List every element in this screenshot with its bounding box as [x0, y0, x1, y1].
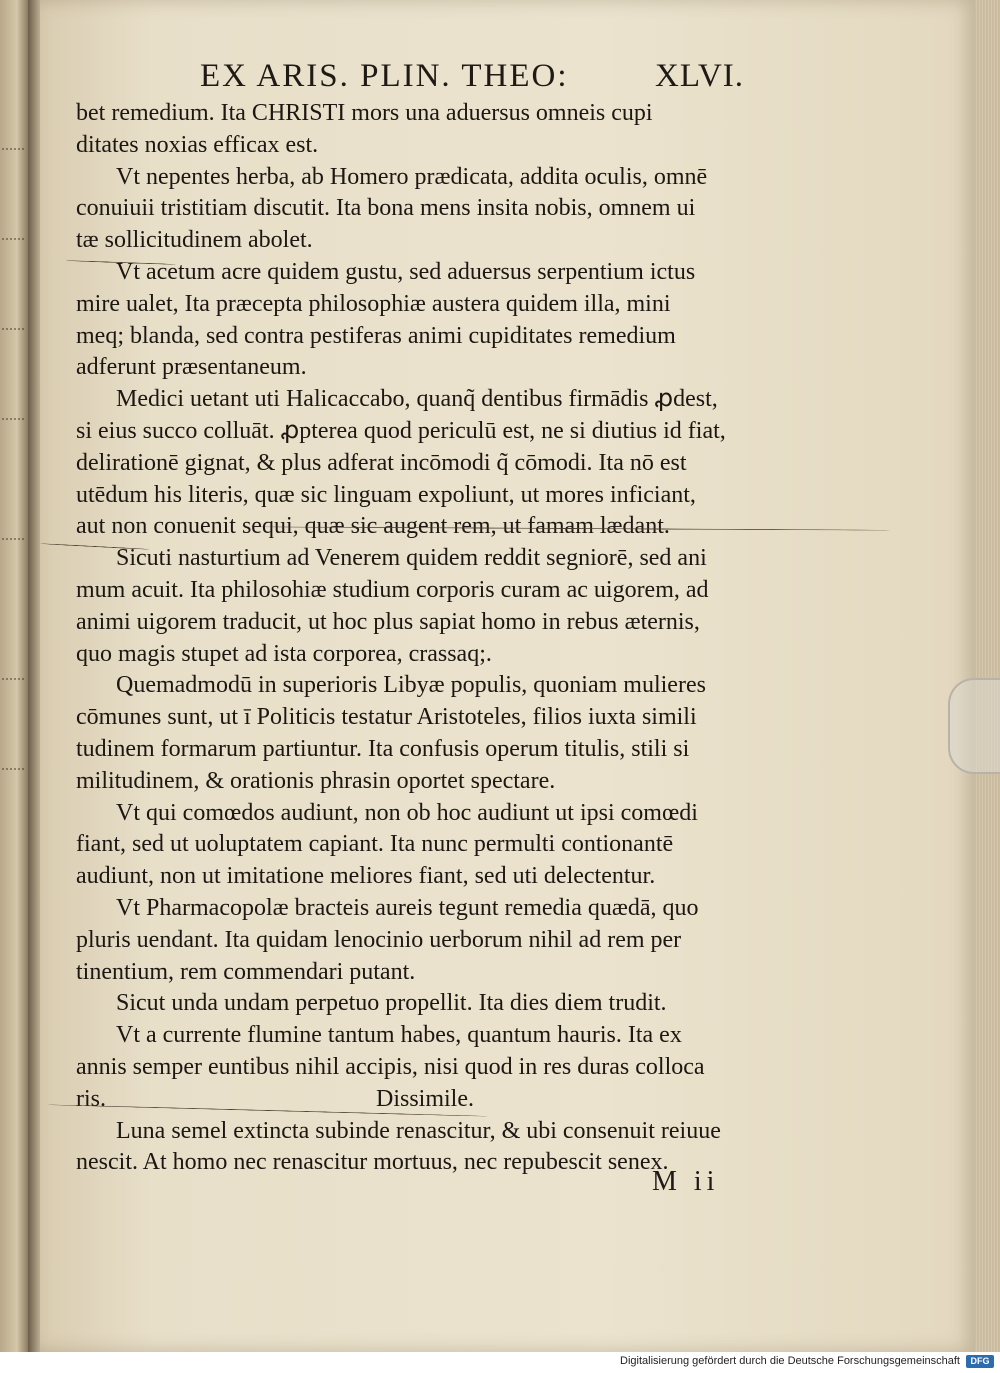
- text-line: Vt Pharmacopolæ bracteis aureis tegunt remedia quædā, quo: [116, 894, 699, 921]
- body-text: [76, 98, 796, 1179]
- dfg-logo-icon: DFG: [966, 1355, 994, 1368]
- text-line-end: ris.: [76, 1085, 106, 1112]
- signature-mark: M ii: [652, 1166, 720, 1197]
- text-line: conuiuii tristitiam discutit. Ita bona mens insita nobis, omnem ui: [76, 195, 696, 222]
- text-line: Medici uetant uti Halicaccabo, quanq̃ dentibus firmādis ꝓdest,: [116, 386, 718, 413]
- text-line: audiunt, non ut imitatione meliores fiant, sed uti delectentur.: [76, 863, 656, 890]
- text-line: Vt qui comœdos audiunt, non ob hoc audiunt ut ipsi comœdi: [116, 799, 698, 826]
- margin-mark: [2, 130, 24, 150]
- text-line: delirationē gignat, & plus adferat incōmodi q̃ cōmodi. Ita nō est: [76, 449, 687, 476]
- folio-number: XLVI.: [655, 58, 745, 94]
- text-line: tinentium, rem commendari putant.: [76, 958, 416, 985]
- text-line: nescit. At homo nec renascitur mortuus, nec repubescit senex.: [76, 1149, 669, 1176]
- text-line: aut non conuenit sequi, quæ sic augent rem, ut famam lædant.: [76, 513, 670, 540]
- text-line: militudinem, & orationis phrasin oportet spectare.: [76, 767, 556, 794]
- text-line: si eius succo colluāt. ꝓpterea quod periculū est, ne si diutius id fiat,: [76, 417, 726, 444]
- text-line: cōmunes sunt, ut ī Politicis testatur Aristoteles, filios iuxta simili: [76, 704, 697, 731]
- text-line: mum acuit. Ita philosohiæ studium corporis curam ac uigorem, ad: [76, 576, 709, 603]
- text-line: Vt acetum acre quidem gustu, sed aduersus serpentium ictus: [116, 258, 696, 285]
- text-line: Vt nepentes herba, ab Homero prædicata, addita oculis, omnē: [116, 163, 708, 190]
- text-line: animi uigorem traducit, ut hoc plus sapiat homo in rebus æternis,: [76, 608, 700, 635]
- margin-mark: [2, 660, 24, 680]
- text-line: bet remedium. Ita CHRISTI mors una aduersus omneis cupi: [76, 100, 653, 126]
- text-line: quo magis stupet ad ista corporea, crassaq;.: [76, 640, 492, 667]
- text-line: tudinem formarum partiuntur. Ita confusis operum titulis, stili si: [76, 735, 690, 762]
- margin-mark: [2, 750, 24, 770]
- text-line: utēdum his literis, quæ sic linguam expoliunt, ut mores inficiant,: [76, 481, 696, 508]
- funding-credit: Digitalisierung gefördert durch die Deutsche Forschungsgemeinschaft: [620, 1355, 960, 1367]
- text-line: Vt a currente flumine tantum habes, quantum hauris. Ita ex: [116, 1022, 682, 1049]
- text-line: Sicuti nasturtium ad Venerem quidem reddit segniorē, sed ani: [116, 545, 707, 572]
- book-fore-edge: [975, 0, 1000, 1352]
- margin-notes-left: [0, 100, 26, 800]
- margin-mark: [2, 310, 24, 330]
- dissimile-heading: Dissimile.: [376, 1085, 475, 1112]
- text-line: [76, 1084, 796, 1116]
- text-line: annis semper euntibus nihil accipis, nisi quod in res duras colloca: [76, 1053, 705, 1080]
- text-line: pluris uendant. Ita quidam lenocinio uerborum nihil ad rem per: [76, 926, 682, 953]
- text-line: Quemadmodū in superioris Libyæ populis, quoniam mulieres: [116, 672, 706, 699]
- text-line: Luna semel extincta subinde renascitur, & ubi consenuit reiuue: [116, 1117, 721, 1144]
- margin-mark: [2, 400, 24, 420]
- text-line: meq; blanda, sed contra pestiferas animi cupiditates remedium: [76, 322, 676, 349]
- margin-mark: [2, 220, 24, 240]
- text-line: Sicut unda undam perpetuo propellit. Ita dies diem trudit.: [116, 990, 667, 1017]
- text-line: adferunt præsentaneum.: [76, 354, 307, 381]
- text-line: ditates noxias efficax est.: [76, 131, 319, 158]
- text-line: mire ualet, Ita præcepta philosophiæ austera quidem illa, mini: [76, 290, 671, 317]
- page-clip: [948, 678, 1000, 774]
- text-line: tæ sollicitudinem abolet.: [76, 227, 313, 254]
- margin-mark: [2, 520, 24, 540]
- scan-footer: [0, 1352, 1000, 1373]
- running-title: EX ARIS. PLIN. THEO:: [200, 58, 569, 94]
- text-line: fiant, sed ut uoluptatem capiant. Ita nunc permulti contionantē: [76, 831, 674, 858]
